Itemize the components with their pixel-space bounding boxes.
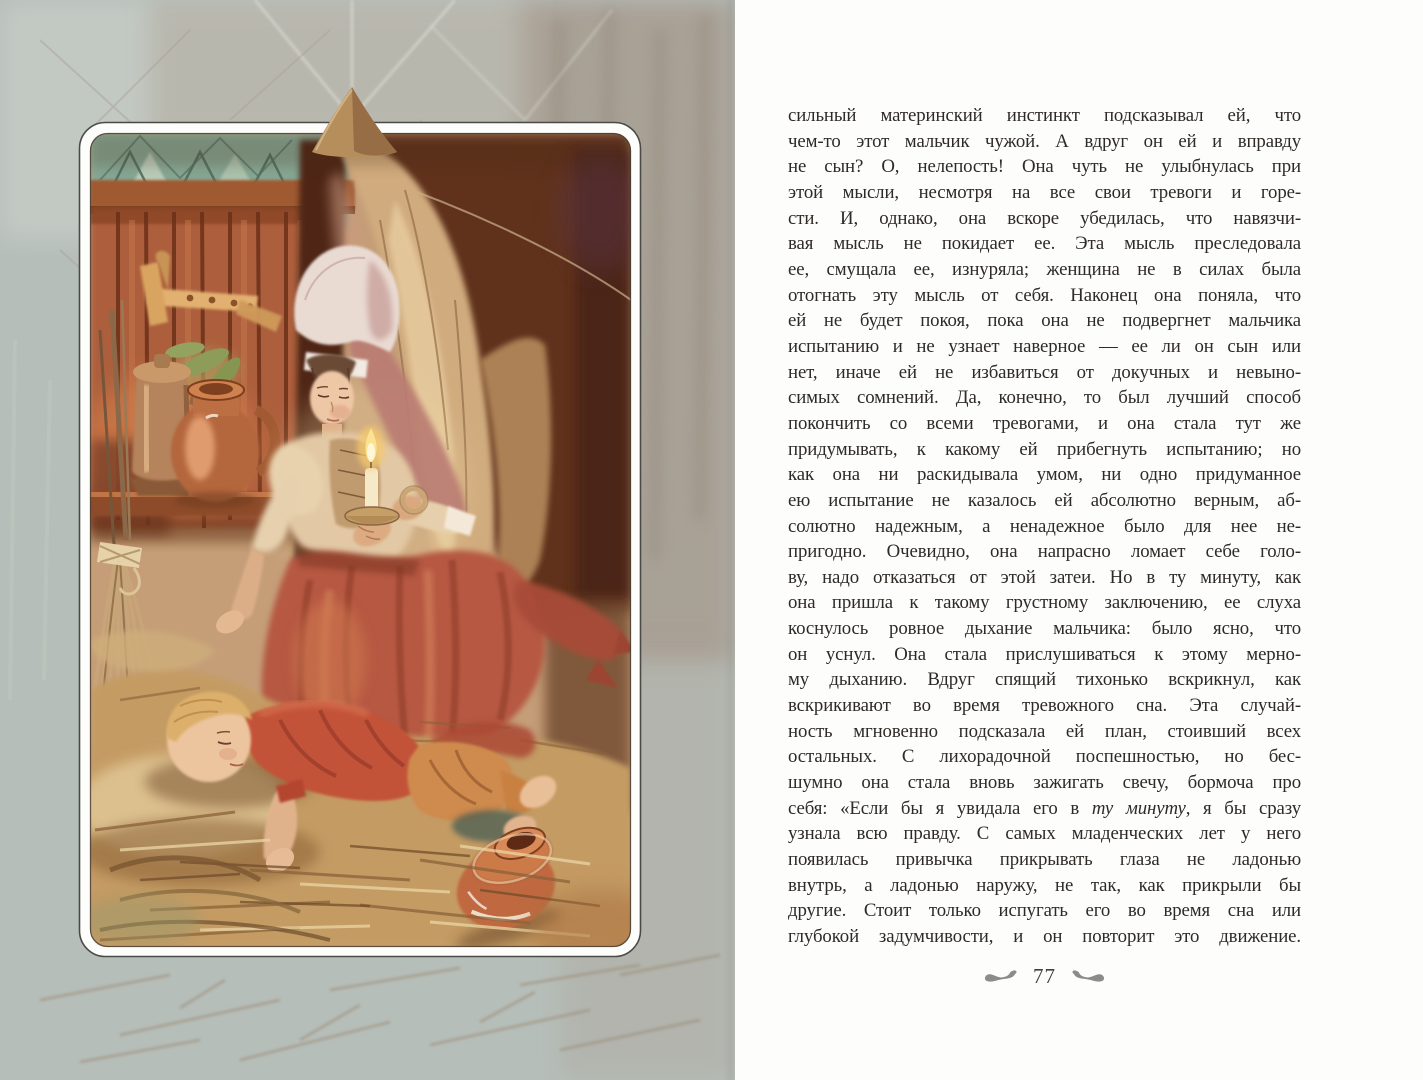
- text-line: себя: «Если бы я увидала его в ту минуту, я бы сразу: [788, 797, 1301, 819]
- text-line: ву, надо отказаться от этой затеи. Но в ту минуту, как: [788, 566, 1301, 588]
- text-line: коснулось ровное дыхание мальчика: было ясно, что: [788, 618, 1301, 640]
- flourish-left-icon: [983, 966, 1017, 986]
- body-text: [788, 103, 1301, 950]
- text-line: внутрь, а ладонью наружу, не так, как прикрыли бы: [788, 874, 1301, 896]
- text-line: ее, смущала ее, изнуряла; женщина не в силах была: [788, 258, 1301, 280]
- text-line: как она ни раскидывала умом, ни одно придуманное: [788, 464, 1301, 486]
- text-line: она пришла к такому грустному заключению, ее слуха: [788, 592, 1301, 614]
- text-line: отогнать эту мысль от себя. Наконец она поняла, что: [788, 284, 1301, 306]
- text-line: узнала всю правду. С самых младенческих лет у него: [788, 823, 1301, 845]
- text-line: ею испытание не казалось ей абсолютно верным, аб-: [788, 489, 1301, 511]
- text-line: этой мысли, несмотря на все свои тревоги и горе-: [788, 181, 1301, 203]
- text-line: другие. Стоит только испугать его во время сна или: [788, 900, 1301, 922]
- text-line: ей не будет покоя, пока она не подвергнет мальчика: [788, 310, 1301, 332]
- text-line: нет, иначе ей не избавиться от докучных и невыно-: [788, 361, 1301, 383]
- text-line: солютно надежным, а ненадежное было для нее не-: [788, 515, 1301, 537]
- text-line: сти. И, однако, она вскоре убедилась, что навязчи-: [788, 207, 1301, 229]
- text-line: симых сомнений. Да, конечно, то был лучший способ: [788, 387, 1301, 409]
- text-line: чем-то этот мальчик чужой. А вдруг он ей и вправду: [788, 130, 1301, 152]
- text-line: му дыханию. Вдруг спящий тихонько вскрикнул, как: [788, 669, 1301, 691]
- text-line: остальных. С лихорадочной поспешностью, но бес-: [788, 746, 1301, 768]
- text-line: вая мысль не покидает ее. Эта мысль преследовала: [788, 233, 1301, 255]
- boy-head: [167, 692, 252, 782]
- text-line: сильный материнский инстинкт подсказывал ей, что: [788, 105, 1301, 126]
- woman-face: [310, 371, 354, 425]
- text-line: покончить со всеми тревогами, и она стала тут же: [788, 412, 1301, 434]
- page-footer: [788, 956, 1301, 996]
- text-line: придумывать, к какому ей прибегнуть испытанию; но: [788, 438, 1301, 460]
- text-line: шумно она стала вновь зажигать свечу, бормоча про: [788, 772, 1301, 794]
- text-line: вскрикивают во время тревожного сна. Эта случай-: [788, 695, 1301, 717]
- illustration: [77, 133, 670, 970]
- text-line: испытанию и не узнает наверное — ее ли он сын или: [788, 335, 1301, 357]
- text-line: ность мгновенно подсказала ей план, стоивший всех: [788, 720, 1301, 742]
- right-page: [735, 0, 1423, 1080]
- text-line: не сын? О, нелепость! Она чуть не улыбнулась при: [788, 156, 1301, 178]
- text-line: глубокой задумчивости, и он повторит это движение.: [788, 926, 1301, 947]
- flourish-right-icon: [1072, 966, 1106, 986]
- text-line: пригодно. Очевидно, она напрасно ломает себе голо-: [788, 541, 1301, 563]
- page-number: 77: [1033, 963, 1056, 988]
- text-line: появилась привычка прикрывать глаза не ладонью: [788, 849, 1301, 871]
- text-line: он уснул. Она стала прислушиваться к этому мерно-: [788, 643, 1301, 665]
